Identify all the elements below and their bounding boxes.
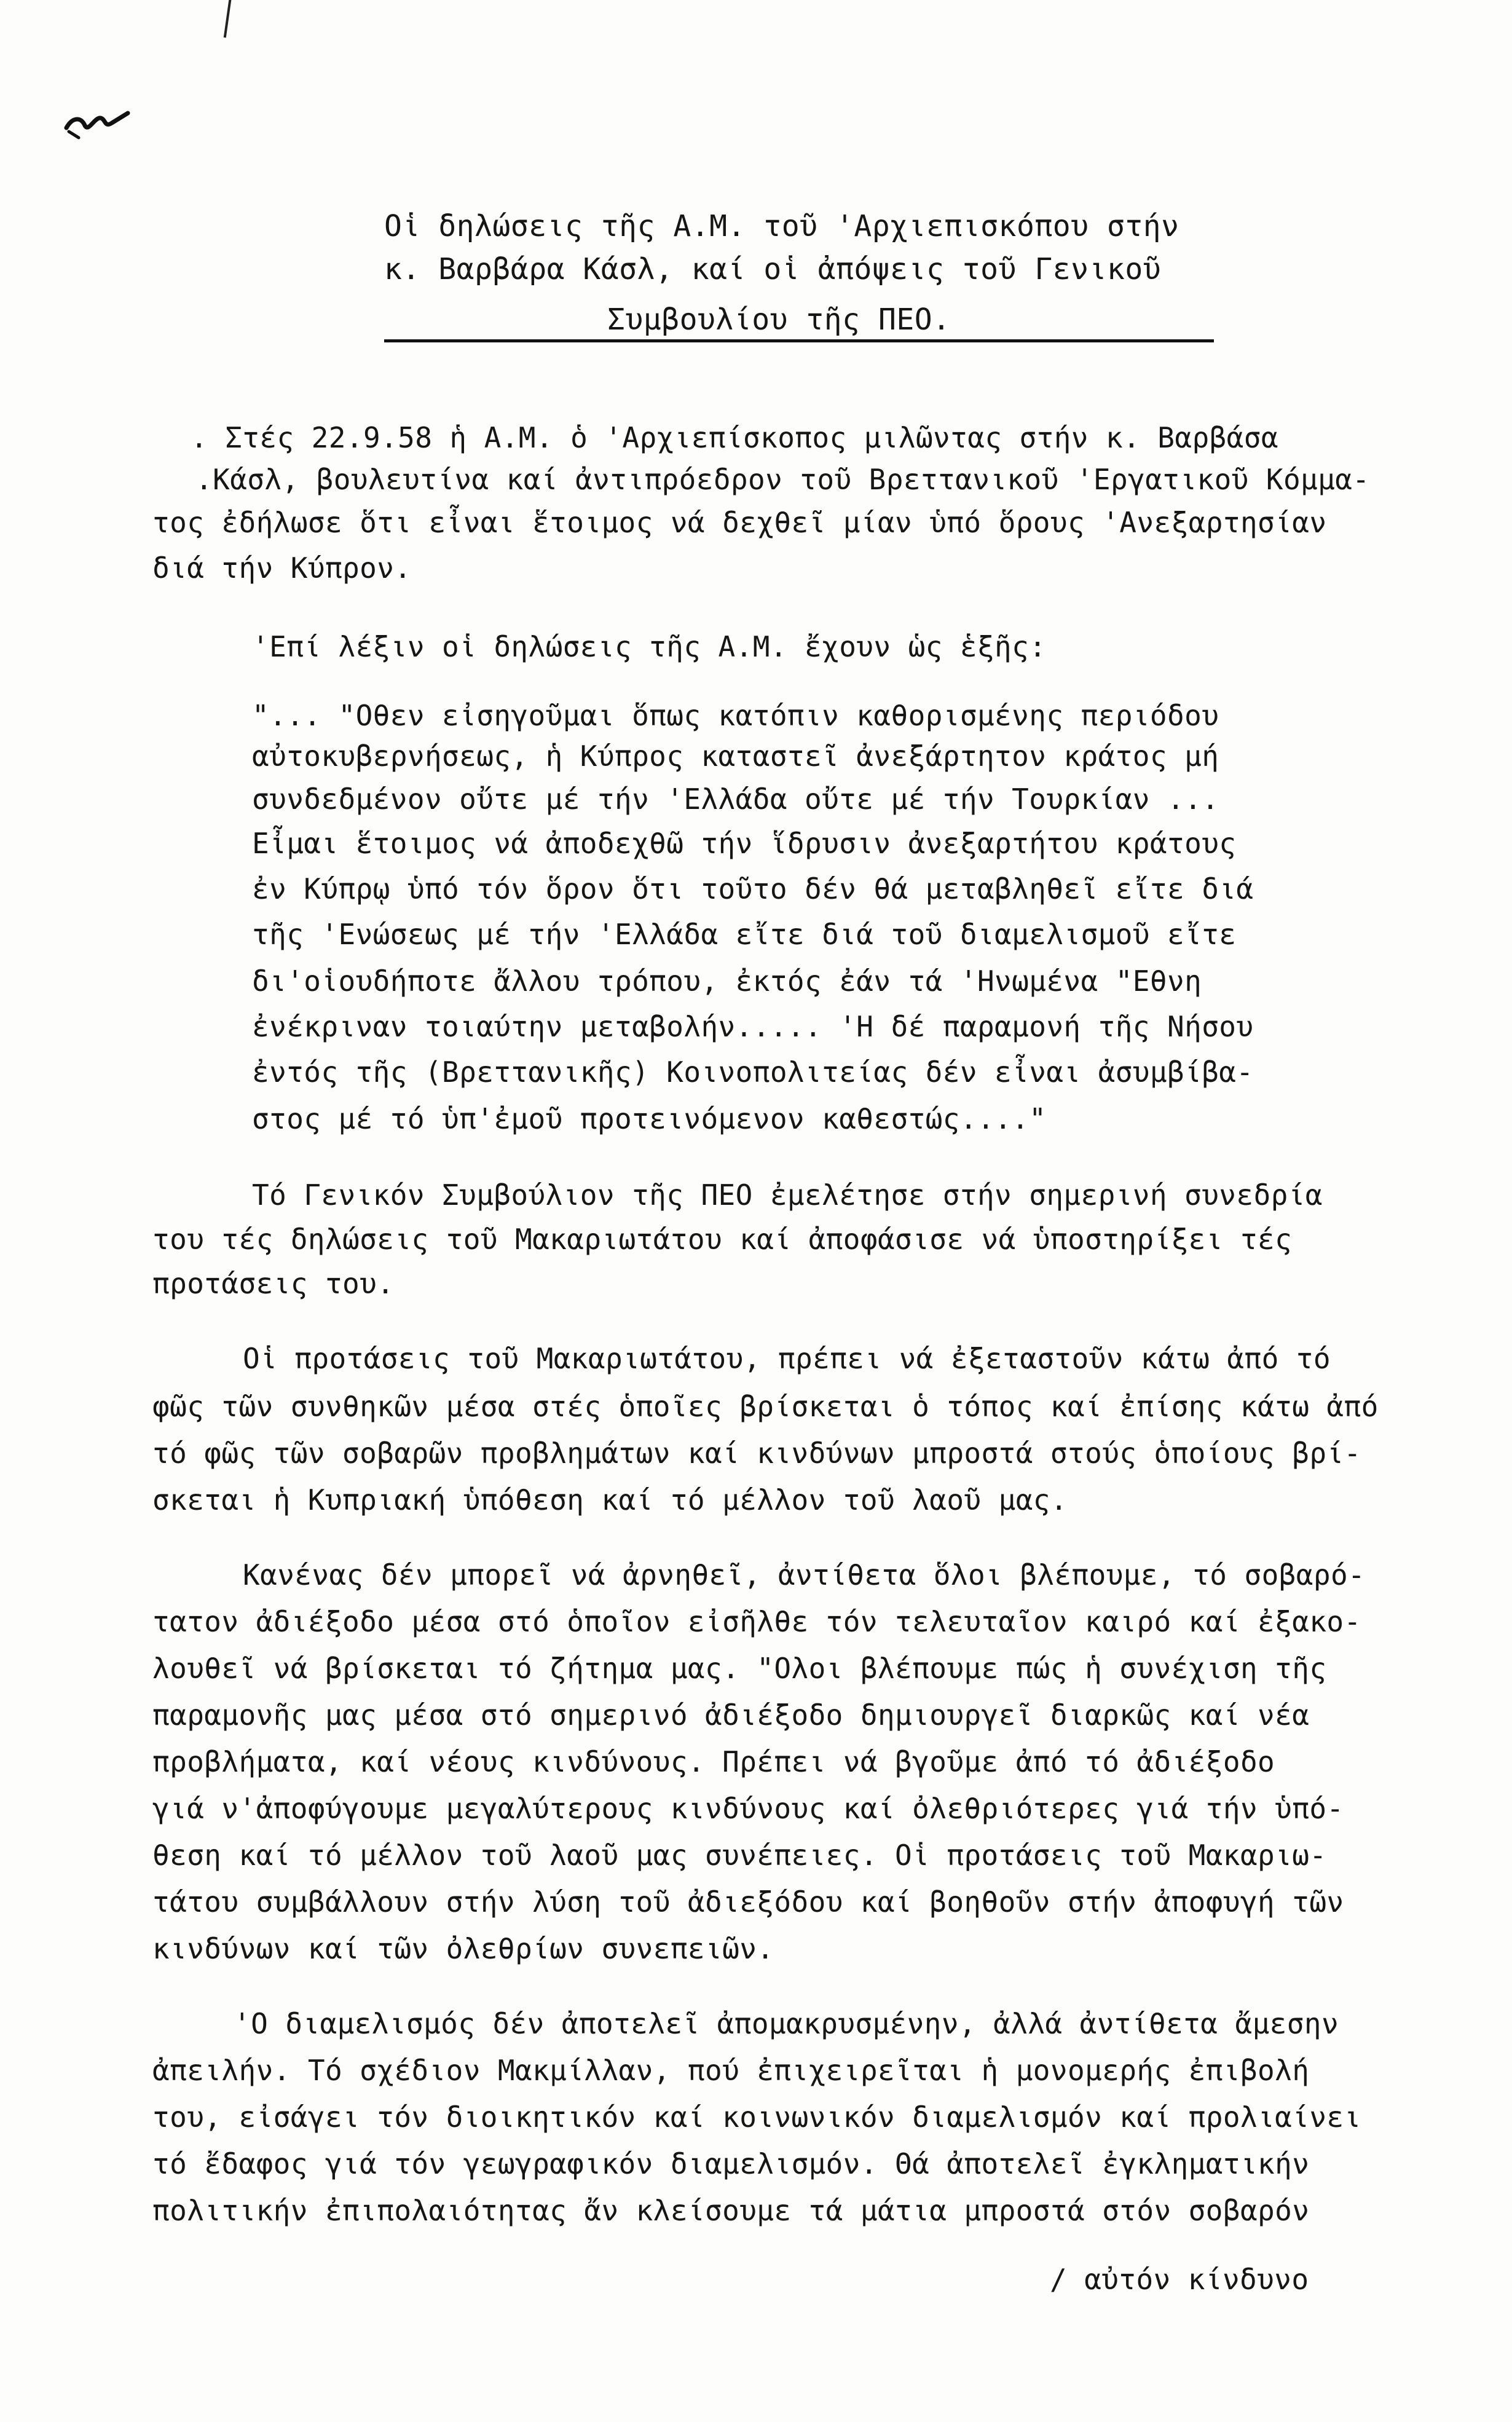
body-line: τατον ἀδιέξοδο μέσα στό ὁποῖον εἰσῆλθε τόν τελευταῖον καιρό καί ἐξακο- bbox=[152, 1605, 1361, 1638]
body-line: του τές δηλώσεις τοῦ Μακαριωτάτου καί ἀποφάσισε νά ὑποστηρίξει τές bbox=[152, 1223, 1293, 1256]
body-line: διά τήν Κύπρον. bbox=[152, 551, 412, 585]
body-line: του, εἰσάγει τόν διοικητικόν καί κοινωνικόν διαμελισμόν καί προλιαίνει bbox=[152, 2101, 1361, 2134]
quote-line: δι'οἱουδήποτε ἄλλου τρόπου, ἐκτός ἐάν τά 'Ηνωμένα "Εθνη bbox=[252, 964, 1202, 998]
quote-line: συνδεδμένον οὔτε μέ τήν 'Ελλάδα οὔτε μέ τήν Τουρκίαν ... bbox=[252, 783, 1219, 816]
body-line: 'Ο διαμελισμός δέν ἀποτελεῖ ἀπομακρυσμένην, ἀλλά ἀντίθετα ἄμεσην bbox=[234, 2007, 1339, 2040]
body-line: φῶς τῶν συνθηκῶν μέσα στές ὁποῖες βρίσκεται ὁ τόπος καί ἐπίσης κάτω ἀπό bbox=[152, 1390, 1379, 1423]
quote-line: "... "Οθεν εἰσηγοῦμαι ὅπως κατόπιν καθορισμένης περιόδου bbox=[252, 699, 1219, 732]
quote-line: ἐντός τῆς (Βρεττανικῆς) Κοινοπολιτείας δέν εἶναι ἀσυμβίβα- bbox=[252, 1055, 1254, 1089]
quote-line: ἐν Κύπρῳ ὑπό τόν ὅρον ὅτι τοῦτο δέν θά μεταβληθεῖ εἴτε διά bbox=[252, 872, 1254, 905]
body-line: πολιτικήν ἐπιπολαιότητας ἄν κλείσουμε τά μάτια μπροστά στόν σοβαρόν bbox=[152, 2194, 1310, 2227]
title-line-2: κ. Βαρβάρα Κάσλ, καί οἱ ἀπόψεις τοῦ Γενικοῦ bbox=[384, 252, 1162, 286]
quote-line: ἐνέκριναν τοιαύτην μεταβολήν..... 'Η δέ παραμονή τῆς Νήσου bbox=[252, 1010, 1254, 1043]
body-line: Τό Γενικόν Συμβούλιον τῆς ΠΕΟ ἐμελέτησε στήν σημερινή συνεδρία bbox=[252, 1178, 1323, 1212]
body-line: προβλήματα, καί νέους κινδύνους. Πρέπει νά βγοῦμε ἀπό τό ἀδιέξοδο bbox=[152, 1745, 1275, 1778]
body-line: λουθεῖ νά βρίσκεται τό ζήτημα μας. "Ολοι βλέπουμε πώς ἡ συνέχιση τῆς bbox=[152, 1652, 1327, 1685]
body-line: κινδύνων καί τῶν ὀλεθρίων συνεπειῶν. bbox=[152, 1932, 774, 1965]
quote-line: τῆς 'Ενώσεως μέ τήν 'Ελλάδα εἴτε διά τοῦ διαμελισμοῦ εἴτε bbox=[252, 918, 1237, 951]
handwritten-mark bbox=[60, 105, 134, 141]
body-line: . Στές 22.9.58 ἡ Α.Μ. ὁ 'Αρχιεπίσκοπος μιλῶντας στήν κ. Βαρβάσα bbox=[191, 421, 1278, 454]
title-line-1: Οἱ δηλώσεις τῆς Α.Μ. τοῦ 'Αρχιεπισκόπου στήν bbox=[384, 209, 1179, 243]
quote-line: Εἶμαι ἕτοιμος νά ἀποδεχθῶ τήν ἵδρυσιν ἀνεξαρτήτου κράτους bbox=[252, 827, 1237, 860]
body-line: τος ἐδήλωσε ὅτι εἶναι ἕτοιμος νά δεχθεῖ μίαν ὑπό ὅρους 'Ανεξαρτησίαν bbox=[152, 506, 1327, 539]
body-line: τό φῶς τῶν σοβαρῶν προβλημάτων καί κινδύνων μπροστά στούς ὁποίους βρί- bbox=[152, 1437, 1361, 1470]
body-line: θεση καί τό μέλλον τοῦ λαοῦ μας συνέπειες. Οἱ προτάσεις τοῦ Μακαριω- bbox=[152, 1839, 1327, 1872]
body-line: .Κάσλ, βουλευτίνα καί ἀντιπρόεδρον τοῦ Βρεττανικοῦ 'Εργατικοῦ Κόμμα- bbox=[195, 463, 1370, 496]
checkmark-mark bbox=[224, 0, 237, 39]
body-line: παραμονῆς μας μέσα στό σημερινό ἀδιέξοδο δημιουργεῖ διαρκῶς καί νέα bbox=[152, 1698, 1310, 1732]
title-line-3: Συμβουλίου τῆς ΠΕΟ. bbox=[607, 302, 951, 337]
quote-line: στος μέ τό ὑπ'ἐμοῦ προτεινόμενον καθεστώς...." bbox=[252, 1102, 1047, 1135]
body-line: Κανένας δέν μπορεῖ νά ἀρνηθεῖ, ἀντίθετα ὅλοι βλέπουμε, τό σοβαρό- bbox=[243, 1558, 1366, 1592]
body-line: ἀπειλήν. Τό σχέδιον Μακμίλλαν, πού ἐπιχειρεῖται ἡ μονομερής ἐπιβολή bbox=[152, 2054, 1310, 2087]
body-line: προτάσεις του. bbox=[152, 1267, 395, 1300]
body-line: Οἱ προτάσεις τοῦ Μακαριωτάτου, πρέπει νά ἐξεταστοῦν κάτω ἀπό τό bbox=[243, 1342, 1331, 1375]
continuation-line: / αὐτόν κίνδυνο bbox=[1050, 2263, 1309, 2296]
quote-line: αὐτοκυβερνήσεως, ἡ Κύπρος καταστεῖ ἀνεξάρτητον κράτος μή bbox=[252, 740, 1219, 773]
body-line: τό ἔδαφος γιά τόν γεωγραφικόν διαμελισμόν. Θά ἀποτελεῖ ἐγκληματικήν bbox=[152, 2147, 1310, 2180]
body-line: σκεται ἡ Κυπριακή ὑπόθεση καί τό μέλλον τοῦ λαοῦ μας. bbox=[152, 1483, 1068, 1517]
body-line: γιά ν'ἀποφύγουμε μεγαλύτερους κινδύνους καί ὀλεθριότερες γιά τήν ὑπό- bbox=[152, 1792, 1344, 1825]
body-line: τάτου συμβάλλουν στήν λύση τοῦ ἀδιεξόδου καί βοηθοῦν στήν ἀποφυγή τῶν bbox=[152, 1885, 1344, 1919]
body-line: 'Επί λέξιν οἱ δηλώσεις τῆς Α.Μ. ἔχουν ὡς ἑξῆς: bbox=[252, 630, 1047, 663]
title-underline bbox=[384, 339, 1214, 342]
